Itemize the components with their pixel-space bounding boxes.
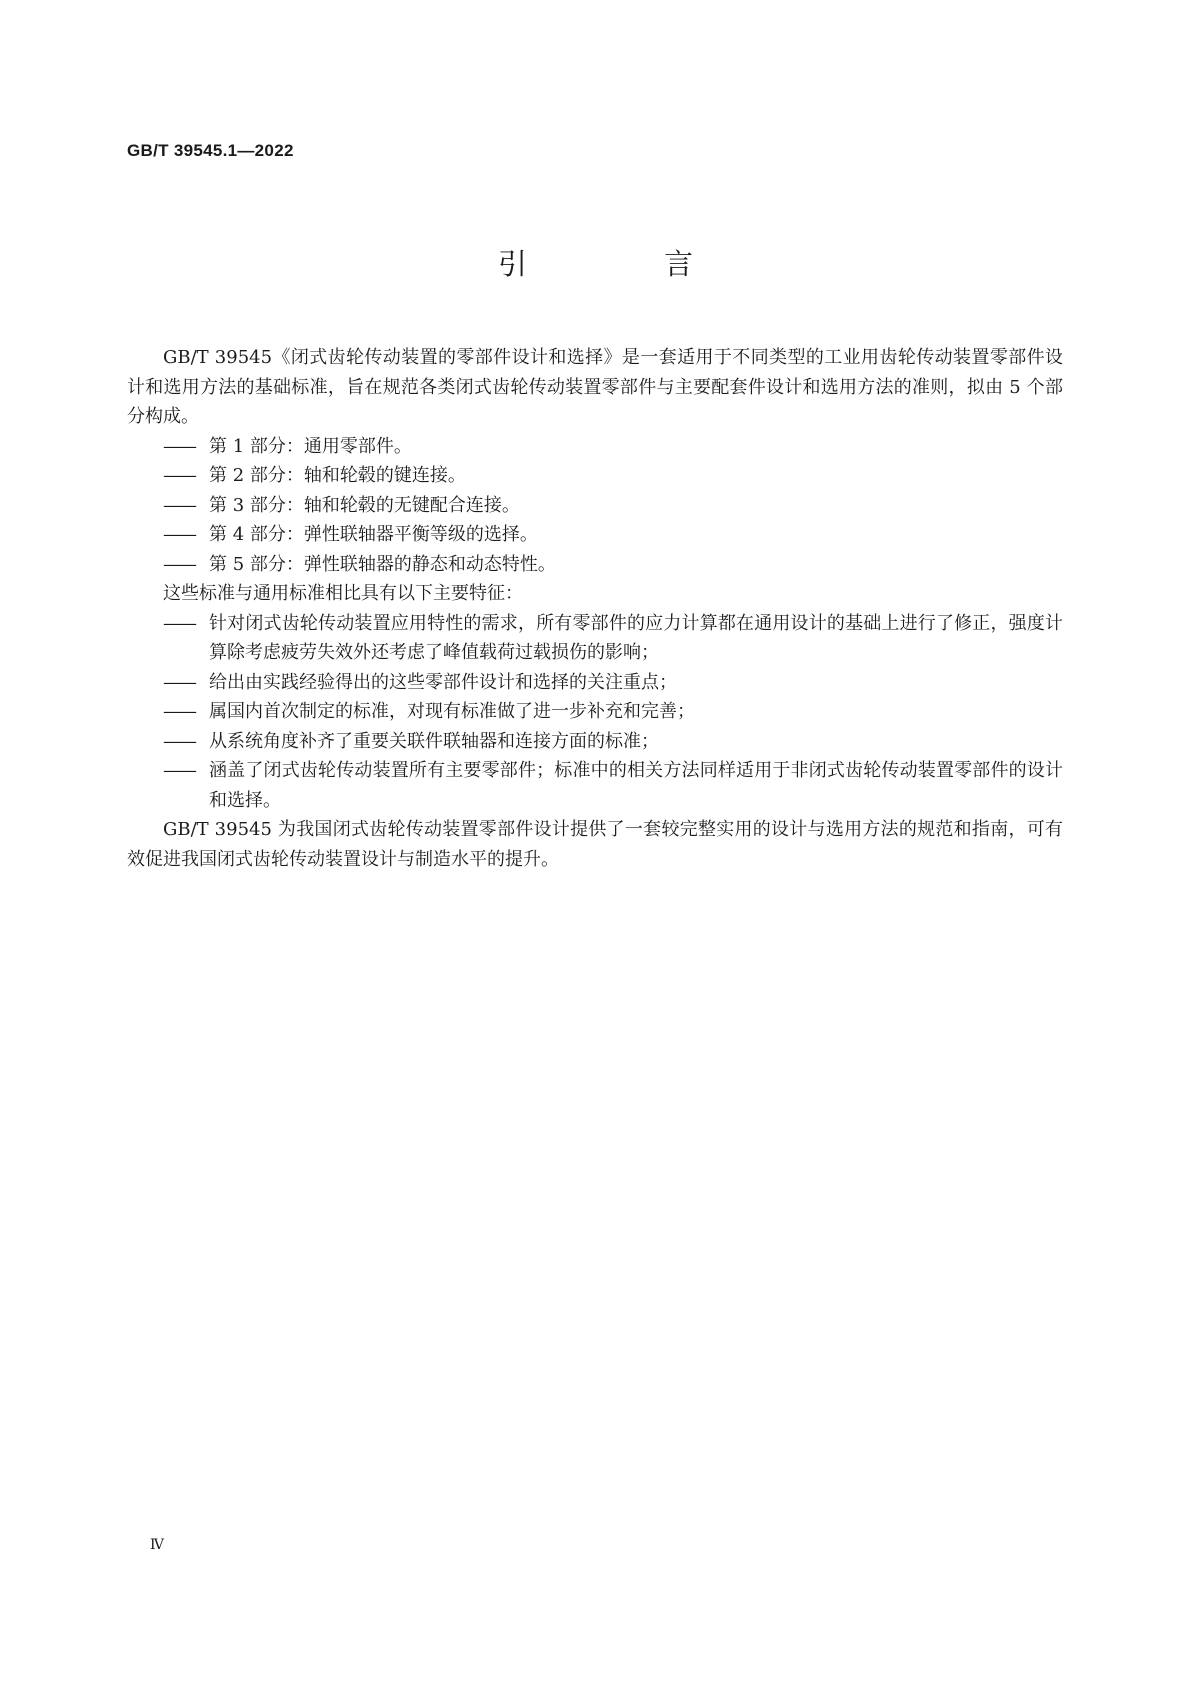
dash-marker: ——	[163, 612, 195, 634]
list-item	[127, 461, 1063, 491]
page-number: Ⅳ	[150, 1537, 164, 1553]
dash-marker: ——	[163, 730, 195, 752]
dash-marker: ——	[163, 671, 195, 693]
dash-marker: ——	[163, 465, 195, 486]
page-title: 引 言	[497, 247, 747, 281]
part-4: 第 4 部分：弹性联轴器平衡等级的选择。	[209, 524, 538, 545]
dash-marker: ——	[163, 760, 195, 781]
dash-marker: ——	[163, 524, 195, 545]
part-5: 第 5 部分：弹性联轴器的静态和动态特性。	[209, 553, 556, 575]
list-item	[127, 432, 1063, 462]
list-item	[127, 609, 1063, 668]
features-intro: 这些标准与通用标准相比具有以下主要特征：	[163, 583, 523, 604]
list-item	[127, 756, 1063, 815]
part-1: 第 1 部分：通用零部件。	[209, 435, 412, 457]
feature-5: 涵盖了闭式齿轮传动装置所有主要零部件；标准中的相关方法同样适用于非闭式齿轮传动装置零部件的设计和选择。	[209, 760, 1063, 811]
document-body	[127, 343, 1063, 874]
part-3: 第 3 部分：轴和轮毂的无键配合连接。	[209, 494, 520, 516]
dash-marker: ——	[163, 435, 195, 457]
dash-marker: ——	[163, 494, 195, 516]
feature-4: 从系统角度补齐了重要关联件联轴器和连接方面的标准；	[209, 730, 659, 752]
features-list	[127, 609, 1063, 816]
dash-marker: ——	[163, 701, 195, 722]
standard-code-header: GB/T 39545.1—2022	[127, 141, 294, 160]
closing-paragraph: GB/T 39545 为我国闭式齿轮传动装置零部件设计提供了一套较完整实用的设计与选用方法的规范和指南，可有效促进我国闭式齿轮传动装置设计与制造水平的提升。	[127, 819, 1063, 870]
parts-list	[127, 432, 1063, 580]
feature-1: 针对闭式齿轮传动装置应用特性的需求，所有零部件的应力计算都在通用设计的基础上进行了修正，强度计算除考虑疲劳失效外还考虑了峰值载荷过载损伤的影响；	[209, 612, 1063, 663]
list-item	[127, 697, 1063, 727]
list-item	[127, 668, 1063, 698]
list-item	[127, 520, 1063, 550]
list-item	[127, 727, 1063, 757]
feature-3: 属国内首次制定的标准，对现有标准做了进一步补充和完善；	[209, 701, 695, 722]
list-item	[127, 491, 1063, 521]
part-2: 第 2 部分：轴和轮毂的键连接。	[209, 465, 466, 486]
intro-paragraph: GB/T 39545《闭式齿轮传动装置的零部件设计和选择》是一套适用于不同类型的工业用齿轮传动装置零部件设计和选用方法的基础标准，旨在规范各类闭式齿轮传动装置零部件与主要配套件设计和选用方法的准则，拟由 5 个部分构成。	[127, 347, 1063, 427]
feature-2: 给出由实践经验得出的这些零部件设计和选择的关注重点；	[209, 671, 677, 693]
dash-marker: ——	[163, 553, 195, 575]
list-item	[127, 550, 1063, 580]
